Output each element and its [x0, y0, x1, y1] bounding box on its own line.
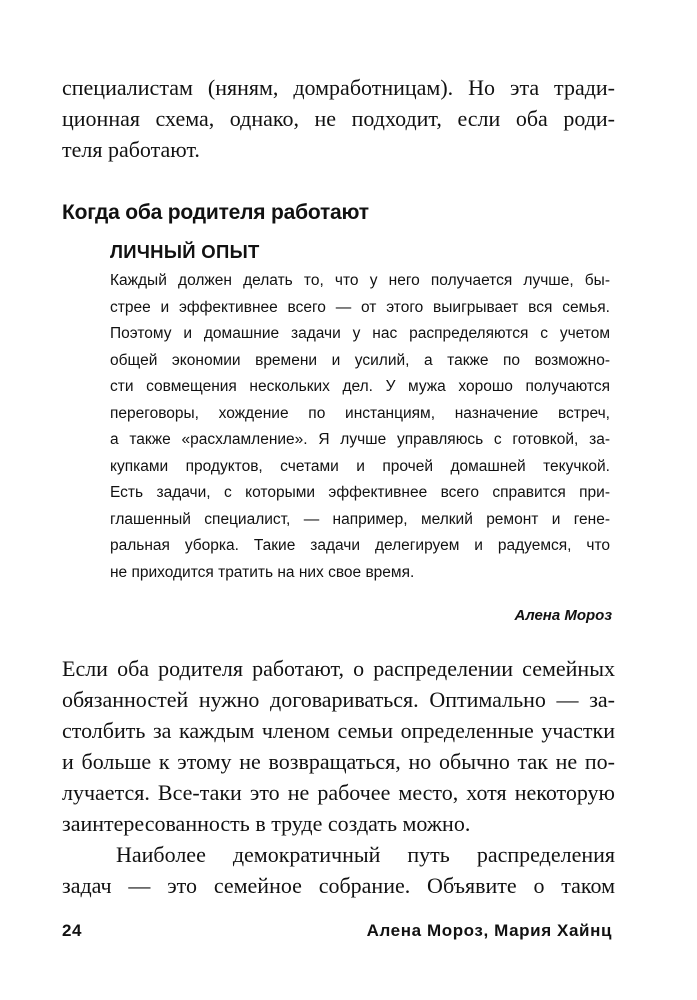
intro-line: специалистам (няням, домработницам). Но эта тради-: [62, 75, 615, 100]
experience-line: купками продуктов, счетами и прочей домашней текучкой.: [110, 457, 610, 475]
paragraph-line: Наиболее демократичный путь распределения: [116, 842, 615, 867]
page-number: 24: [62, 921, 83, 940]
experience-line: ральная уборка. Такие задачи делегируем и радуемся, что: [110, 537, 610, 554]
experience-line: а также «расхламление». Я лучше управляюсь с готовкой, за-: [110, 431, 610, 448]
experience-line: сти совмещения нескольких дел. У мужа хорошо получаются: [110, 378, 610, 395]
paragraph-line: задач — это семейное собрание. Объявите о таком: [62, 873, 615, 898]
experience-author: Алена Мороз: [514, 607, 612, 624]
experience-line: переговоры, хождение по инстанциям, назначение встреч,: [110, 404, 610, 422]
experience-line: Каждый должен делать то, что у него получается лучше, бы-: [110, 272, 610, 289]
experience-line: стрее и эффективнее всего — от этого выигрывает вся семья.: [110, 298, 610, 316]
experience-line: Поэтому и домашние задачи у нас распределяются с учетом: [110, 325, 610, 342]
experience-line: глашенный специалист, — например, мелкий ремонт и гене-: [110, 510, 610, 528]
paragraph-line: лучается. Все-таки это не рабочее место, хотя некоторую: [62, 780, 615, 805]
paragraph-line: обязанностей нужно договариваться. Оптимально — за-: [62, 687, 615, 712]
experience-line: Есть задачи, с которыми эффективнее всего справится при-: [110, 484, 610, 501]
paragraph-line: столбить за каждым членом семьи определенные участки: [62, 718, 615, 743]
intro-line: ционная схема, однако, не подходит, если оба роди-: [62, 106, 615, 131]
paragraph-line: заинтересованность в труде создать можно.: [62, 811, 471, 836]
paragraph-line: и больше к этому не возвращаться, но обычно так не по-: [62, 749, 615, 774]
intro-line: теля работают.: [62, 137, 200, 162]
paragraph-line: Если оба родителя работают, о распределении семейных: [62, 656, 615, 681]
section-heading: Когда оба родителя работают: [62, 201, 369, 224]
running-head: Алена Мороз, Мария Хайнц: [366, 921, 612, 940]
experience-line: не приходится тратить на них свое время.: [110, 563, 415, 581]
experience-line: общей экономии времени и усилий, а также по возможно-: [110, 351, 610, 369]
personal-experience-title: ЛИЧНЫЙ ОПЫТ: [110, 241, 260, 262]
